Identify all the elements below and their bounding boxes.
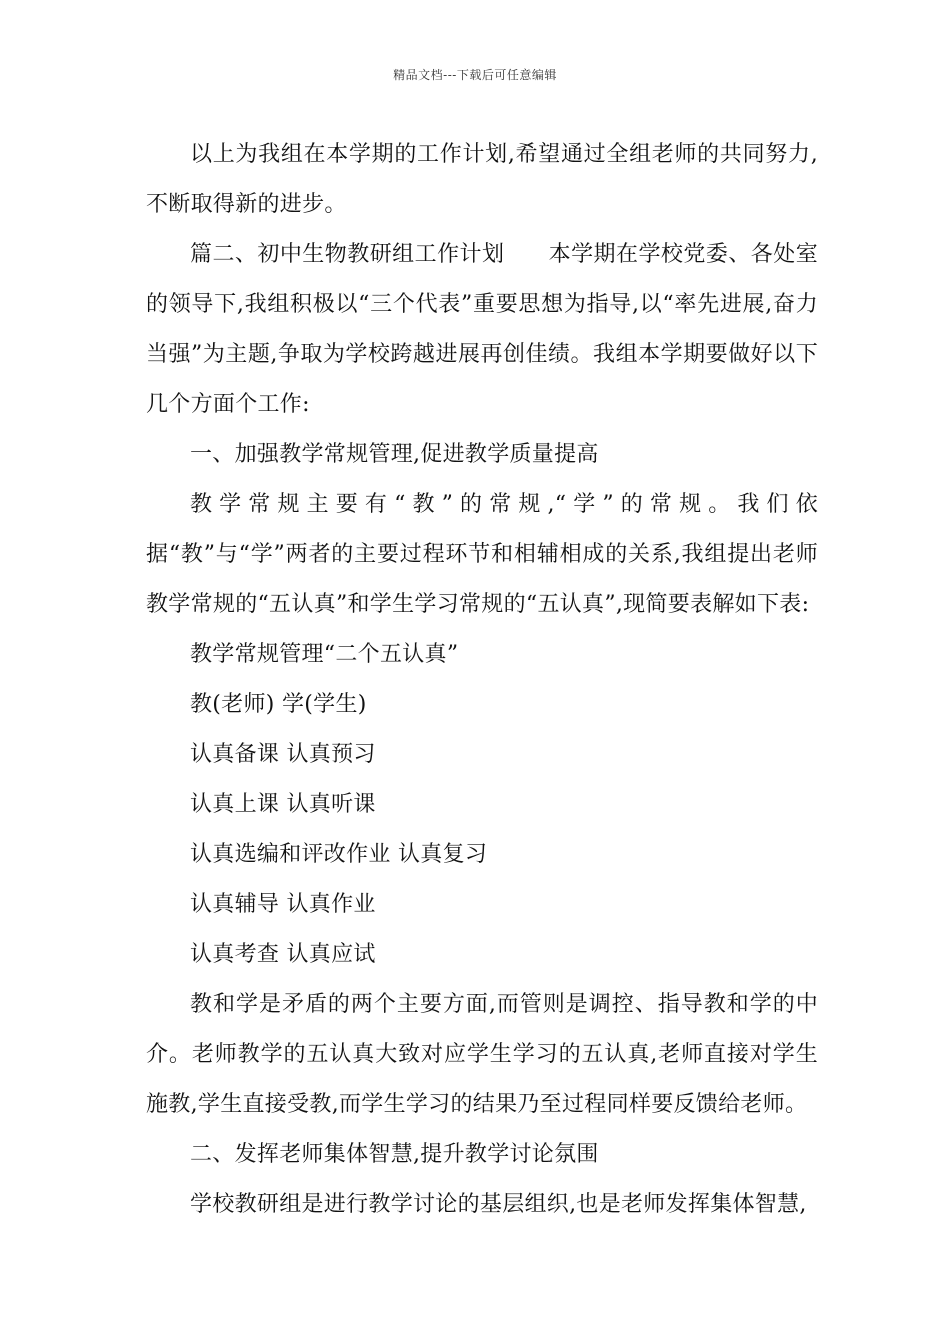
heading-one: 一、加强教学常规管理,促进教学质量提高 bbox=[190, 442, 599, 467]
section-intro-text: 本学期在学校党委、各处室的领导下,我组积极以“三个代表”重要思想为指导,以“率先进展,奋力当强”为主题,争取为学校跨越进展再创佳绩。我组本学期要做好以下几个方面个工作: bbox=[146, 242, 819, 417]
paragraph-section-intro bbox=[146, 230, 818, 430]
paragraph-research-group: 学校教研组是进行教学讨论的基层组织,也是老师发挥集体智慧, bbox=[190, 1192, 807, 1217]
paragraph-explanation: 教和学是矛盾的两个主要方面,而管则是调控、指导教和学的中介。老师教学的五认真大致对应学生学习的五认真,老师直接对学生施教,学生直接受教,而学生学习的结果乃至过程同样要反馈给老师。 bbox=[146, 992, 818, 1117]
section-title: 篇二、初中生物教研组工作计划 bbox=[190, 242, 505, 267]
table-row: 认真上课 认真听课 bbox=[190, 792, 376, 817]
heading-two: 二、发挥老师集体智慧,提升教学讨论氛围 bbox=[190, 1142, 599, 1167]
table-header-row: 教(老师) 学(学生) bbox=[190, 692, 367, 717]
table-row: 认真考查 认真应试 bbox=[190, 942, 376, 967]
table-title: 教学常规管理“二个五认真” bbox=[190, 642, 459, 667]
paragraph-routine: 教学常规主要有“教”的常规,“学”的常规。我们依据“教”与“学”两者的主要过程环节和相辅相成的关系,我组提出老师教学常规的“五认真”和学生学习常规的“五认真”,现简要表解如下表: bbox=[146, 492, 818, 617]
document-body bbox=[146, 130, 818, 1230]
table-row: 认真备课 认真预习 bbox=[190, 742, 376, 767]
table-row: 认真辅导 认真作业 bbox=[190, 892, 376, 917]
paragraph-closing: 以上为我组在本学期的工作计划,希望通过全组老师的共同努力,不断取得新的进步。 bbox=[146, 142, 818, 217]
page-header: 精品文档---下载后可任意编辑 bbox=[393, 68, 557, 82]
table-row: 认真选编和评改作业 认真复习 bbox=[190, 842, 488, 867]
